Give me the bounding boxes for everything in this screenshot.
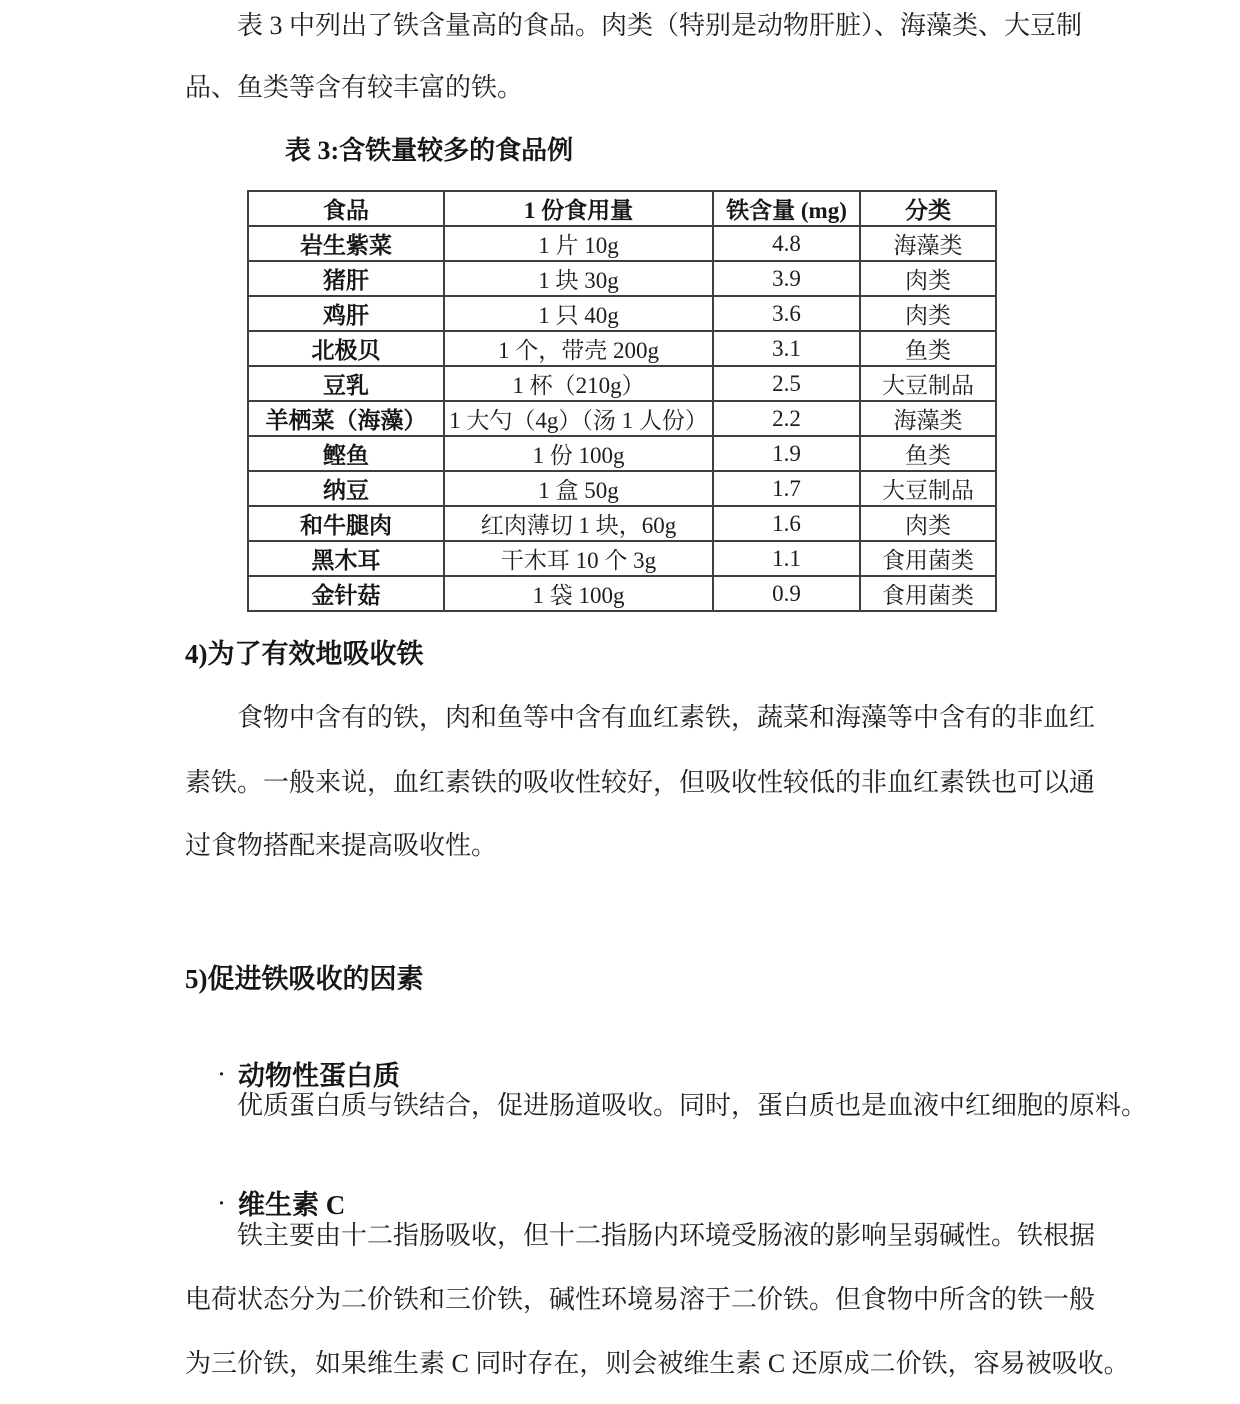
iron-cell: 3.1 xyxy=(713,331,860,366)
intro-line-1: 表 3 中列出了铁含量高的食品。肉类（特别是动物肝脏）、海藻类、大豆制 xyxy=(237,11,1083,40)
vitamin-c-line-2: 电荷状态分为二价铁和三价铁，碱性环境易溶于二价铁。但食物中所含的铁一般 xyxy=(185,1285,1096,1314)
iron-cell: 1.1 xyxy=(713,541,860,576)
table-row xyxy=(248,366,996,401)
bullet-dot-icon: · xyxy=(217,1059,226,1089)
iron-cell: 4.8 xyxy=(713,226,860,261)
table-header-row xyxy=(248,191,996,226)
food-cell: 和牛腿肉 xyxy=(248,506,444,541)
vitamin-c-line-3: 为三价铁，如果维生素 C 同时存在，则会被维生素 C 还原成二价铁，容易被吸收。 xyxy=(185,1349,1130,1378)
serving-cell: 1 份 100g xyxy=(444,436,713,471)
iron-cell: 1.6 xyxy=(713,506,860,541)
bullet-dot-icon: · xyxy=(217,1188,226,1218)
section4-heading: 4)为了有效地吸收铁 xyxy=(185,639,424,669)
food-cell: 鸡肝 xyxy=(248,296,444,331)
intro-line-2: 品、鱼类等含有较丰富的铁。 xyxy=(185,73,524,102)
vitamin-c-line-1: 铁主要由十二指肠吸收，但十二指肠内环境受肠液的影响呈弱碱性。铁根据 xyxy=(237,1221,1096,1250)
category-cell: 大豆制品 xyxy=(860,471,996,506)
table-row xyxy=(248,506,996,541)
serving-cell: 1 块 30g xyxy=(444,261,713,296)
iron-cell: 0.9 xyxy=(713,576,860,611)
table-row xyxy=(248,296,996,331)
serving-cell: 红肉薄切 1 块，60g xyxy=(444,506,713,541)
iron-cell: 1.7 xyxy=(713,471,860,506)
section4-line-3: 过食物搭配来提高吸收性。 xyxy=(185,831,498,860)
bullet-vitamin-c-label: 维生素 C xyxy=(238,1190,346,1220)
serving-cell: 1 大勺（4g）（汤 1 人份） xyxy=(444,401,713,436)
table-row xyxy=(248,226,996,261)
category-cell: 鱼类 xyxy=(860,436,996,471)
header-cell-iron: 铁含量 (mg) xyxy=(713,191,860,226)
table-row xyxy=(248,401,996,436)
table-title: 表 3:含铁量较多的食品例 xyxy=(285,136,574,165)
serving-cell: 1 只 40g xyxy=(444,296,713,331)
serving-cell: 1 杯（210g） xyxy=(444,366,713,401)
serving-cell: 1 片 10g xyxy=(444,226,713,261)
table-row xyxy=(248,436,996,471)
food-cell: 金针菇 xyxy=(248,576,444,611)
header-cell-food: 食品 xyxy=(248,191,444,226)
iron-cell: 3.9 xyxy=(713,261,860,296)
food-iron-table xyxy=(247,190,997,612)
category-cell: 肉类 xyxy=(860,506,996,541)
section5-line-1: 优质蛋白质与铁结合，促进肠道吸收。同时，蛋白质也是血液中红细胞的原料。 xyxy=(237,1091,1148,1120)
food-cell: 豆乳 xyxy=(248,366,444,401)
food-cell: 黑木耳 xyxy=(248,541,444,576)
food-cell: 猪肝 xyxy=(248,261,444,296)
header-cell-category: 分类 xyxy=(860,191,996,226)
serving-cell: 1 袋 100g xyxy=(444,576,713,611)
serving-cell: 干木耳 10 个 3g xyxy=(444,541,713,576)
category-cell: 食用菌类 xyxy=(860,576,996,611)
food-cell: 羊栖菜（海藻） xyxy=(248,401,444,436)
category-cell: 食用菌类 xyxy=(860,541,996,576)
category-cell: 大豆制品 xyxy=(860,366,996,401)
category-cell: 肉类 xyxy=(860,296,996,331)
table-row xyxy=(248,541,996,576)
food-cell: 纳豆 xyxy=(248,471,444,506)
food-cell: 鲣鱼 xyxy=(248,436,444,471)
food-cell: 北极贝 xyxy=(248,331,444,366)
category-cell: 肉类 xyxy=(860,261,996,296)
iron-cell: 1.9 xyxy=(713,436,860,471)
category-cell: 鱼类 xyxy=(860,331,996,366)
serving-cell: 1 盒 50g xyxy=(444,471,713,506)
category-cell: 海藻类 xyxy=(860,226,996,261)
food-table-body xyxy=(248,226,996,611)
table-row xyxy=(248,576,996,611)
table-row xyxy=(248,261,996,296)
iron-cell: 2.2 xyxy=(713,401,860,436)
section4-line-2: 素铁。一般来说，血红素铁的吸收性较好，但吸收性较低的非血红素铁也可以通 xyxy=(185,768,1096,797)
iron-cell: 3.6 xyxy=(713,296,860,331)
header-cell-serving: 1 份食用量 xyxy=(444,191,713,226)
table-row xyxy=(248,471,996,506)
category-cell: 海藻类 xyxy=(860,401,996,436)
section4-line-1: 食物中含有的铁，肉和鱼等中含有血红素铁，蔬菜和海藻等中含有的非血红 xyxy=(237,703,1096,732)
iron-cell: 2.5 xyxy=(713,366,860,401)
section5-heading: 5)促进铁吸收的因素 xyxy=(185,964,424,994)
food-cell: 岩生紫菜 xyxy=(248,226,444,261)
serving-cell: 1 个，带壳 200g xyxy=(444,331,713,366)
table-row xyxy=(248,331,996,366)
bullet-animal-protein-label: 动物性蛋白质 xyxy=(238,1061,400,1091)
